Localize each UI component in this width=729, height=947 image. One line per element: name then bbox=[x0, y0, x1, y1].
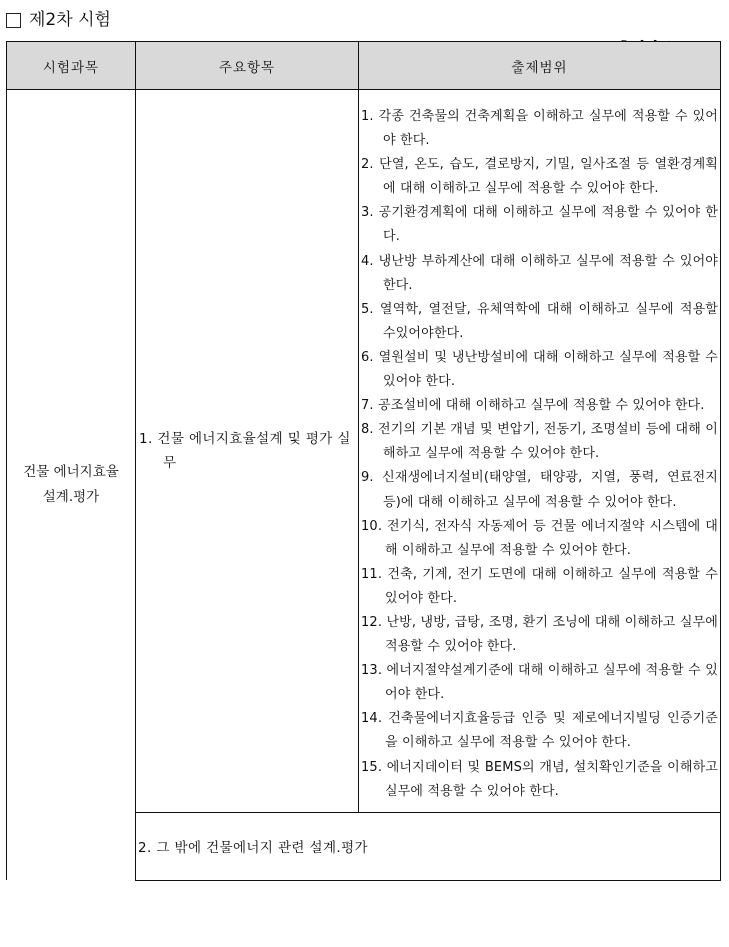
range-cell bbox=[359, 90, 721, 813]
main-item-1: 1. 건물 에너지효율설계 및 평가 실무 bbox=[139, 430, 351, 471]
list-item: 7. 공조설비에 대해 이해하고 실무에 적용할 수 있어야 한다. bbox=[361, 398, 705, 414]
list-item: 4. 냉난방 부하계산에 대해 이해하고 실무에 적용할 수 있어야 한다. bbox=[361, 253, 718, 293]
main-item-2-cell bbox=[136, 812, 721, 880]
section-title: 제2차 시험 bbox=[29, 10, 111, 30]
list-item: 12. 난방, 냉방, 급탕, 조명, 환기 조닝에 대해 이해하고 실무에 적용할 수 있어야 한다. bbox=[361, 614, 718, 655]
main-item-2: 2. 그 밖에 건물에너지 관련 설계.평가 bbox=[138, 840, 369, 857]
empty-square-icon bbox=[6, 13, 21, 28]
list-item: 1. 각종 건축물의 건축계획을 이해하고 실무에 적용할 수 있어야 한다. bbox=[361, 109, 718, 149]
list-item: 15. 에너지데이터 및 BEMS의 개념, 설치확인기준을 이해하고 실무에 적용할 수 있어야 한다. bbox=[361, 759, 718, 799]
main-item-cell bbox=[136, 90, 359, 813]
header-main-items: 주요항목 bbox=[136, 42, 359, 90]
header-subject: 시험과목 bbox=[7, 42, 136, 90]
subject-cell bbox=[7, 90, 136, 881]
list-item: 8. 전기의 기본 개념 및 변압기, 전동기, 조명설비 등에 대해 이해하고 실무에 적용할 수 있어야 한다. bbox=[361, 422, 718, 462]
table-row bbox=[7, 90, 721, 813]
exam-table bbox=[6, 41, 721, 881]
list-item: 5. 열역학, 열전달, 유체역학에 대해 이해하고 실무에 적용할 수있어야한다. bbox=[361, 301, 718, 341]
list-item: 14. 건축물에너지효율등급 인증 및 제로에너지빌딩 인증기준을 이해하고 실무에 적용할 수 있어야 한다. bbox=[361, 711, 718, 751]
list-item: 10. 전기식, 전자식 자동제어 등 건물 에너지절약 시스템에 대해 이해하고 실무에 적용할 수 있어야 한다. bbox=[361, 518, 718, 558]
header-row bbox=[7, 42, 721, 90]
section-heading bbox=[6, 8, 111, 32]
header-exam-range: 출제범위 bbox=[359, 42, 721, 90]
subject-line-1: 건물 에너지효율 bbox=[23, 464, 119, 481]
list-item: 11. 건축, 기계, 전기 도면에 대해 이해하고 실무에 적용할 수 있어야 한다. bbox=[361, 566, 718, 606]
subject-line-2: 설계.평가 bbox=[42, 489, 100, 506]
list-item: 13. 에너지절약설계기준에 대해 이해하고 실무에 적용할 수 있어야 한다. bbox=[361, 663, 718, 703]
list-item: 9. 신재생에너지설비(태양열, 태양광, 지열, 풍력, 연료전지 등)에 대해 이해하고 실무에 적용할 수 있어야 한다. bbox=[361, 470, 718, 510]
list-item: 3. 공기환경계획에 대해 이해하고 실무에 적용할 수 있어야 한다. bbox=[361, 205, 718, 245]
list-item: 6. 열원설비 및 냉난방설비에 대해 이해하고 실무에 적용할 수 있어야 한다. bbox=[361, 349, 718, 390]
list-item: 2. 단열, 온도, 습도, 결로방지, 기밀, 일사조절 등 열환경계획에 대해 이해하고 실무에 적용할 수 있어야 한다. bbox=[361, 157, 718, 197]
range-list bbox=[361, 105, 718, 804]
